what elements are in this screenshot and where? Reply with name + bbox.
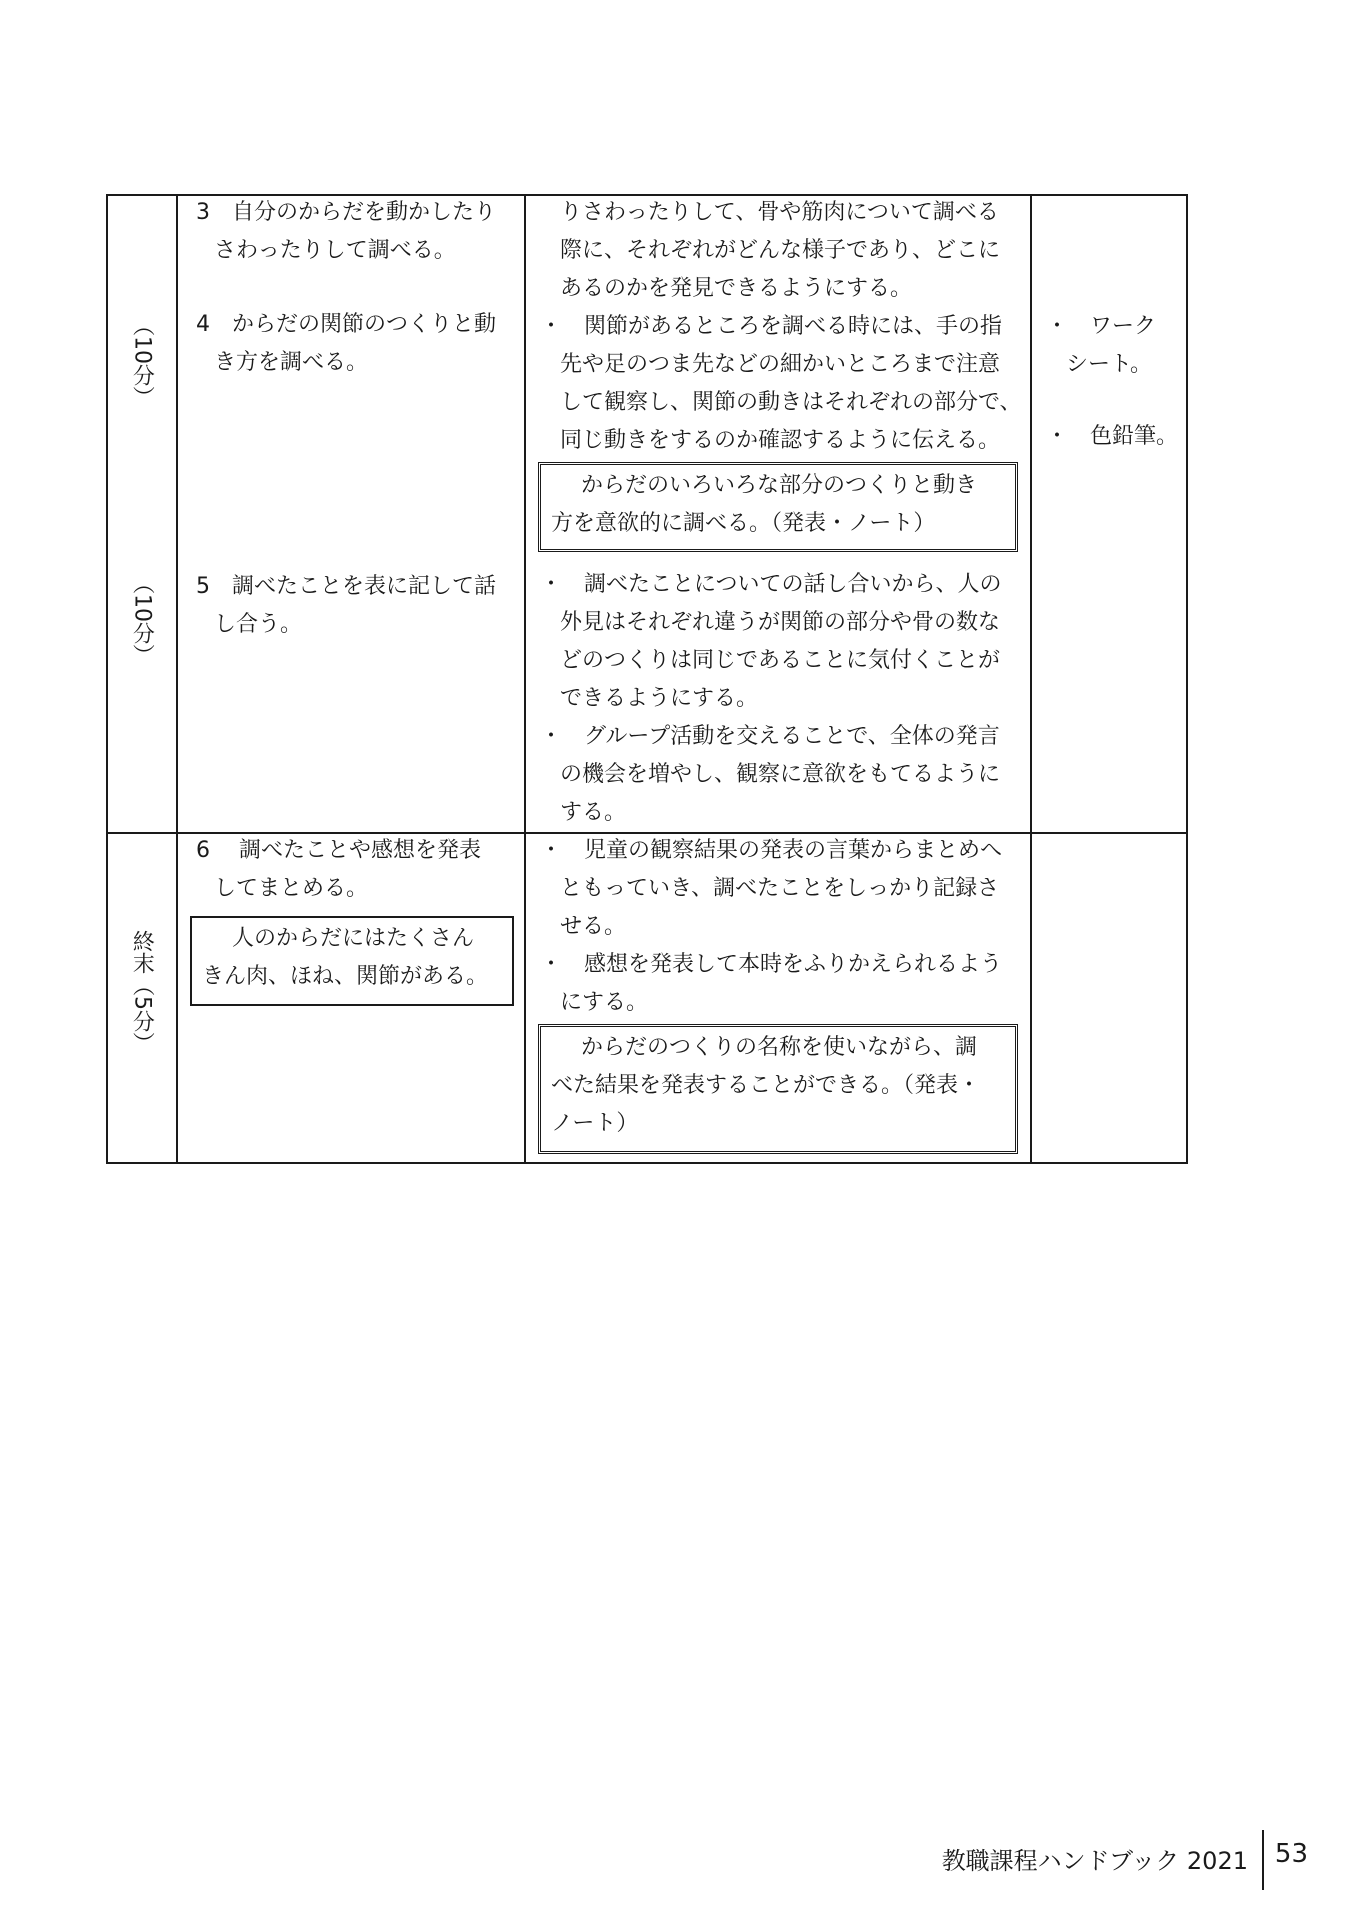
activity-line: してまとめる。 (214, 876, 369, 901)
activity-line: き方を調べる。 (214, 350, 369, 375)
note-line: ・ 児童の観察結果の発表の言葉からまとめへ (540, 838, 1003, 863)
evaluation-line: 方を意欲的に調べる。（発表・ノート） (551, 511, 936, 536)
evaluation-line: ノート） (551, 1111, 639, 1136)
column-divider (524, 194, 526, 1164)
handbook-title: 教職課程ハンドブック 2021 (941, 1847, 1248, 1875)
time-label: （10分） (129, 572, 155, 666)
note-line: にする。 (560, 990, 649, 1015)
evaluation-line: からだのいろいろな部分のつくりと動き (581, 473, 978, 498)
activity-line: 3 自分のからだを動かしたり (196, 200, 496, 225)
footer-divider (1262, 1830, 1264, 1890)
note-line: の機会を増やし、観察に意欲をもてるように (560, 762, 1001, 787)
activity-line: 6 調べたことや感想を発表 (196, 838, 481, 863)
summary-line: 人のからだにはたくさん (232, 926, 475, 951)
material-item: ・ ワーク (1046, 314, 1157, 339)
note-line: あるのかを発見できるようにする。 (560, 276, 913, 301)
time-label: （10分） (129, 314, 155, 408)
material-item: シート。 (1066, 352, 1153, 377)
activity-line: し合う。 (214, 612, 303, 637)
time-label: 終末（5分） (129, 930, 155, 1054)
evaluation-line: からだのつくりの名称を使いながら、調 (581, 1035, 978, 1060)
note-line: 際に、それぞれがどんな様子であり、どこに (560, 238, 1001, 263)
note-line: どのつくりは同じであることに気付くことが (560, 648, 1001, 673)
table-border-left (106, 194, 108, 1164)
note-line: ともっていき、調べたことをしっかり記録さ (560, 876, 1000, 901)
note-line: ・ 感想を発表して本時をふりかえられるよう (540, 952, 1003, 977)
activity-line: 5 調べたことを表に記して話 (196, 574, 496, 599)
row-divider (106, 832, 1188, 834)
evaluation-box (538, 462, 1018, 552)
activity-line: 4 からだの関節のつくりと動 (196, 312, 496, 337)
summary-box (190, 916, 514, 1006)
note-line: りさわったりして、骨や筋肉について調べる (560, 200, 999, 225)
evaluation-box (538, 1024, 1018, 1154)
note-line: 先や足のつま先などの細かいところまで注意 (560, 352, 1001, 377)
note-line: できるようにする。 (560, 686, 759, 711)
note-line: ・ 調べたことについての話し合いから、人の (540, 572, 1002, 597)
activity-line: さわったりして調べる。 (214, 238, 456, 263)
summary-line: きん肉、ほね、関節がある。 (202, 964, 489, 989)
page-number: 53 (1274, 1839, 1308, 1869)
note-line: せる。 (560, 914, 627, 939)
note-line: 外見はそれぞれ違うが関節の部分や骨の数な (560, 610, 1001, 635)
column-divider (176, 194, 178, 1164)
note-line: して観察し、関節の動きはそれぞれの部分で、 (560, 390, 1022, 415)
lesson-plan-table (106, 194, 1188, 1164)
column-divider (1030, 194, 1032, 1164)
material-item: ・ 色鉛筆。 (1046, 424, 1179, 449)
note-line: ・ グループ活動を交えることで、全体の発言 (540, 724, 1000, 749)
note-line: する。 (560, 800, 627, 825)
table-border-right (1186, 194, 1188, 1164)
note-line: 同じ動きをするのか確認するように伝える。 (560, 428, 1001, 453)
evaluation-line: べた結果を発表することができる。（発表・ (551, 1073, 981, 1098)
table-border-top (106, 194, 1188, 196)
table-border-bottom (106, 1162, 1188, 1164)
note-line: ・ 関節があるところを調べる時には、手の指 (540, 314, 1003, 339)
